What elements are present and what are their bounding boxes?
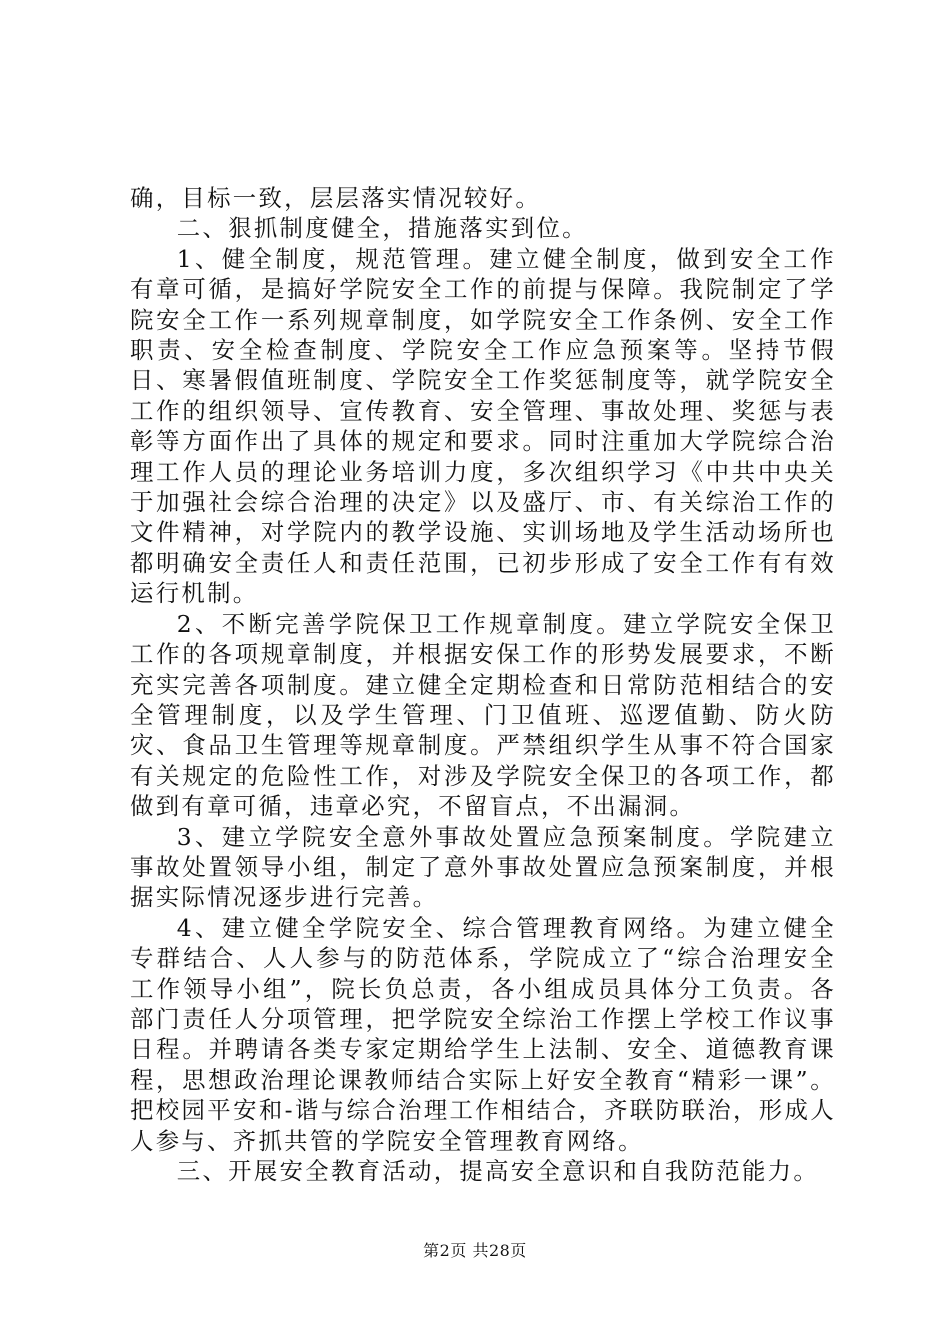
paragraph-item-2: 2、不断完善学院保卫工作规章制度。建立学院安全保卫工作的各项规章制度，并根据安保工作的形势发展要求，不断充实完善各项制度。建立健全定期检查和日常防范相结合的安全管理制度，以及学生管理、门卫值班、巡逻值勤、防火防灾、食品卫生管理等规章制度。严禁组织学生从事不符合国家有关规定的危险性工作，对涉及学院安全保卫的各项工作，都做到有章可循，违章必究，不留盲点，不出漏洞。 (130, 609, 836, 821)
paragraph-continuation: 确，目标一致，层层落实情况较好。 (130, 184, 542, 212)
paragraph-item-1: 1、健全制度，规范管理。建立健全制度，做到安全工作有章可循，是搞好学院安全工作的前提与保障。我院制定了学院安全工作一系列规章制度，如学院安全工作条例、安全工作职责、安全检查制度、学院安全工作应急预案等。坚持节假日、寒暑假值班制度、学院安全工作奖惩制度等，就学院安全工作的组织领导、宣传教育、安全管理、事故处理、奖惩与表彰等方面作出了具体的规定和要求。同时注重加大学院综合治理工作人员的理论业务培训力度，多次组织学习《中共中央关于加强社会综合治理的决定》以及盛厅、市、有关综治工作的文件精神，对学院内的教学设施、实训场地及学生活动场所也都明确安全责任人和责任范围，已初步形成了安全工作有有效运行机制。 (130, 244, 836, 608)
paragraph-item-4: 4、建立健全学院安全、综合管理教育网络。为建立健全专群结合、人人参与的防范体系，学院成立了“综合治理安全工作领导小组”，院长负总责，各小组成员具体分工负责。各部门责任人分项管理，把学院安全综治工作摆上学校工作议事日程。并聘请各类专家定期给学生上法制、安全、道德教育课程，思想政治理论课教师结合实际上好安全教育“精彩一课”。把校园平安和-谐与综合治理工作相结合，齐联防联治，形成人人参与、齐抓共管的学院安全管理教育网络。 (130, 913, 836, 1155)
section-heading-3: 三、开展安全教育活动，提高安全意识和自我防范能力。 (176, 1157, 820, 1185)
page-number-footer: 第2页 共28页 (423, 1241, 527, 1260)
section-heading-2: 二、狠抓制度健全，措施落实到位。 (176, 214, 588, 243)
paragraph-item-3: 3、建立学院安全意外事故处置应急预案制度。学院建立事故处置领导小组，制定了意外事故处置应急预案制度，并根据实际情况逐步进行完善。 (130, 822, 836, 912)
document-body (130, 183, 836, 1186)
